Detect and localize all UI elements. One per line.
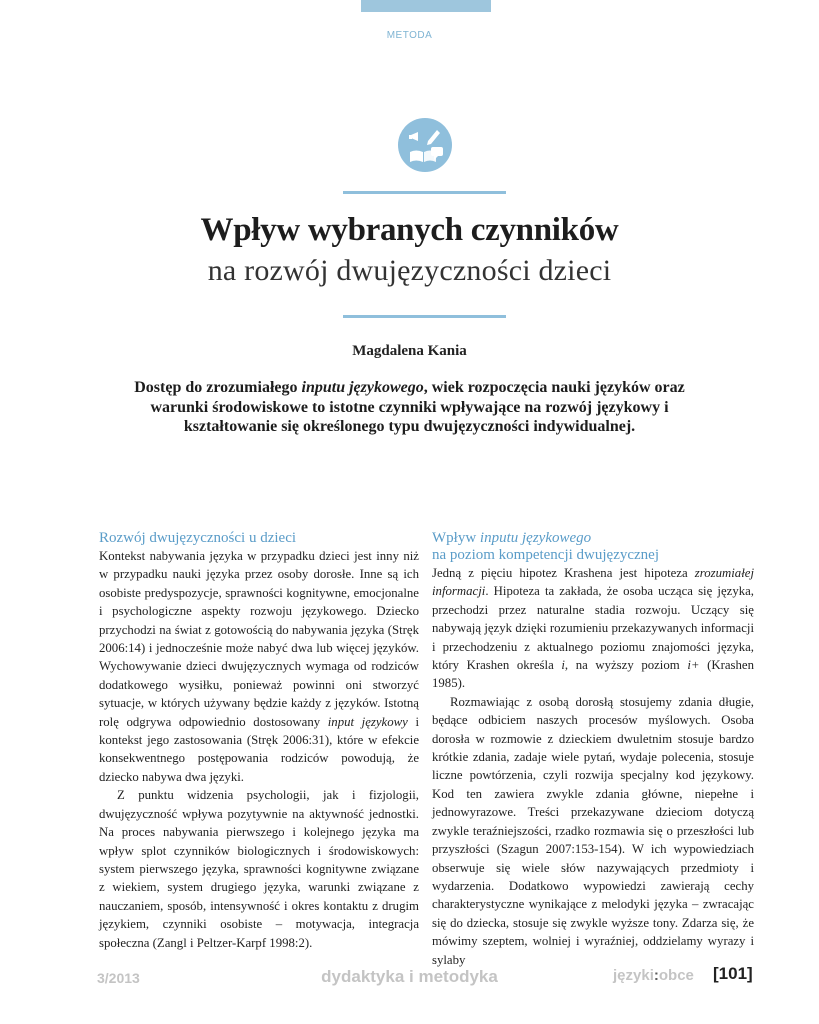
author-name: Magdalena Kania — [352, 343, 467, 359]
body-paragraph: Rozmawiając z osobą dorosłą stosujemy zdania długie, będące odbiciem naszych procesów myślowych. Osoba dorosła w rozmowie z dzieckiem dwuletnim stosuje bardzo krótkie zdania, zadaje wiele pytań, wydaje polecenia, stosuje liczne powtórzenia, czyli rozwija specjalny kod językowy. Kod ten zawiera zwykle zdania główne, niepełne i jednowyrazowe. Treści przekazywane dzieciom dotyczą zwykle teraźniejszości, rzadko rozmawia się o przeszłości lub przyszłości (Szagun 2007:153-154). W ich wypowiedziach obserwuje się wiele słów nazywających przedmioty i wydarzenia. Dodatkowo wypowiedzi zawierają cechy charakterystyczne wynikające z melodyki języka – zwracając się do dziecka, stosuje się zwykle wyższe tony. Zdarza się, że mówimy szeptem, wolniej i wyraźniej, oddzielamy wyrazy i sylaby — [432, 694, 754, 967]
article-title: Wpływ wybranych czynników — [200, 212, 619, 248]
article-subtitle: na rozwój dwujęzyczności dzieci — [207, 254, 612, 287]
section-tag: METODA — [386, 30, 433, 41]
issue-number: 3/2013 — [97, 970, 140, 986]
left-column — [99, 530, 419, 952]
megaphone-pencil-book-speech-icon — [398, 118, 452, 172]
body-paragraph: Kontekst nabywania języka w przypadku dzieci jest inny niż w przypadku nauki języka przez osoby dorosłe. Inne są ich osobiste predyspozycje, sprawności kognitywne, emocjonalne i psychologiczne aspekty rozwoju językowego. Dziecko przychodzi na świat z gotowością do nabywania języka (Stręk 2006:14) i jednocześnie może nabyć dwa lub więcej języków. Wychowywanie dzieci dwujęzycznych wymaga od rodziców dodatkowego wysiłku, ponieważ powinni oni stworzyć sytuacje, w których używany będzie każdy z języków. Istotną rolę odgrywa odpowiednio dostosowany input językowy i kontekst jego zastosowania (Stręk 2006:31), które w efekcie konsekwentnego postępowania rodziców powodują, że dziecko nabywa dwa języki. — [99, 549, 419, 784]
title-rule-bottom — [343, 315, 506, 318]
top-accent-bar — [361, 0, 491, 12]
section-heading: Wpływ inputu językowego na poziom kompetencji dwujęzycznej — [432, 530, 659, 563]
body-paragraph: Z punktu widzenia psychologii, jak i fizjologii, dwujęzyczność wpływa pozytywnie na aktywność jednostki. Na proces nabywania pierwszego i kolejnego języka ma wpływ splot czynników biologicznych i środowiskowych: system pierwszego języka, sprawności kognitywne związane z wiekiem, system drugiego języka, warunki związane z nauczaniem, sposób, intensywność i okres kontaktu z drugim językiem, czynniki osobiste – motywacja, integracja społeczna (Zangl i Peltzer-Karpf 1998:2). — [99, 788, 419, 950]
journal-brand: języki:obce — [613, 967, 694, 984]
body-paragraph: Jedną z pięciu hipotez Krashena jest hipoteza zrozumiałej informacji. Hipoteza ta zakłada, że osoba ucząca się języka, przechodzi przez naturalne stadia rozwoju. Uczący się nabywają język dzięki rozumieniu przekazywanych informacji i przechodzeniu z aktualnego poziomu znajomości języka, który Krashen określa i, na wyższy poziom i+ (Krashen 1985). — [432, 566, 755, 691]
page-number: [101] — [713, 964, 753, 983]
lead-paragraph: Dostęp do zrozumiałego inputu językowego, wiek rozpoczęcia nauki języków oraz warunki środowiskowe to istotne czynniki wpływające na rozwój językowy i kształtowanie się określonego typu dwujęzyczności indywidualnej. — [134, 379, 685, 435]
journal-section: dydaktyka i metodyka — [321, 967, 498, 986]
title-rule-top — [343, 191, 506, 194]
section-heading: Rozwój dwujęzyczności u dzieci — [99, 530, 297, 546]
right-column — [432, 530, 754, 969]
